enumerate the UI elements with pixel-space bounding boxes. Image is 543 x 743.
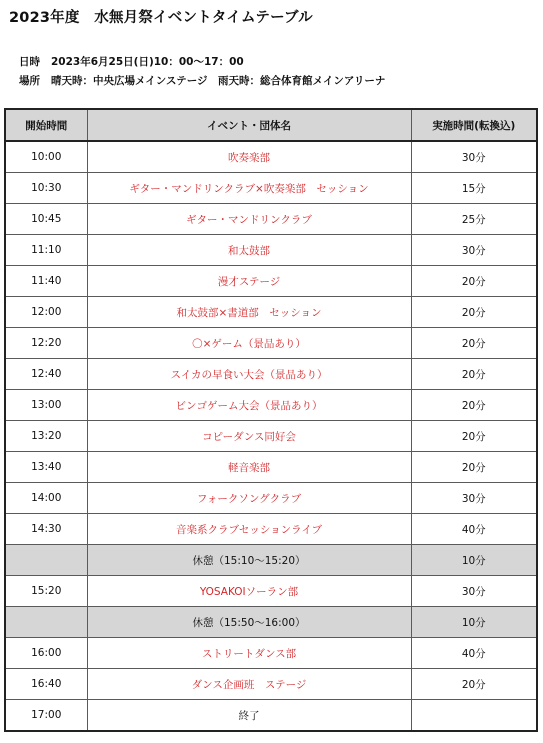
table-header-row <box>5 109 537 141</box>
event-name-cell: ギター・マンドリンクラブ <box>87 204 411 235</box>
event-name-cell: スイカの早食い大会（景品あり） <box>87 359 411 390</box>
table-row <box>5 638 537 669</box>
start-time-cell: 13:00 <box>5 390 87 421</box>
table-row <box>5 421 537 452</box>
header-start-time: 開始時間 <box>5 109 87 141</box>
event-name-cell: 休憩（15:10～15:20） <box>87 545 411 576</box>
start-time-cell: 17:00 <box>5 700 87 732</box>
duration-cell: 30分 <box>411 576 537 607</box>
start-time-cell: 13:40 <box>5 452 87 483</box>
event-name-cell: 和太鼓部×書道部 セッション <box>87 297 411 328</box>
start-time-cell: 10:00 <box>5 141 87 173</box>
event-name-cell: 軽音楽部 <box>87 452 411 483</box>
start-time-cell: 16:00 <box>5 638 87 669</box>
end-row <box>5 700 537 732</box>
event-date-line <box>19 54 244 69</box>
break-row <box>5 545 537 576</box>
event-name-cell: 休憩（15:50～16:00） <box>87 607 411 638</box>
table-row <box>5 452 537 483</box>
start-time-cell: 12:40 <box>5 359 87 390</box>
place-label: 場所 <box>19 75 40 87</box>
duration-cell: 20分 <box>411 390 537 421</box>
event-name-cell: コピーダンス同好会 <box>87 421 411 452</box>
start-time-cell: 10:30 <box>5 173 87 204</box>
timetable <box>4 108 538 732</box>
start-time-cell: 13:20 <box>5 421 87 452</box>
start-time-cell: 11:10 <box>5 235 87 266</box>
event-name-cell: フォークソングクラブ <box>87 483 411 514</box>
duration-cell: 25分 <box>411 204 537 235</box>
table-row <box>5 359 537 390</box>
event-name-cell: ダンス企画班 ステージ <box>87 669 411 700</box>
table-row <box>5 173 537 204</box>
duration-cell: 15分 <box>411 173 537 204</box>
duration-cell: 20分 <box>411 359 537 390</box>
date-label: 日時 <box>19 56 40 68</box>
event-name-cell: YOSAKOIソーラン部 <box>87 576 411 607</box>
break-row <box>5 607 537 638</box>
event-name-cell: ビンゴゲーム大会（景品あり） <box>87 390 411 421</box>
event-name-cell: 〇×ゲーム（景品あり） <box>87 328 411 359</box>
start-time-cell: 14:30 <box>5 514 87 545</box>
start-time-cell: 12:20 <box>5 328 87 359</box>
table-row <box>5 141 537 173</box>
duration-cell: 40分 <box>411 514 537 545</box>
event-name-cell: ストリートダンス部 <box>87 638 411 669</box>
event-name-cell: 漫才ステージ <box>87 266 411 297</box>
start-time-cell: 12:00 <box>5 297 87 328</box>
start-time-cell: 14:00 <box>5 483 87 514</box>
table-row <box>5 204 537 235</box>
duration-cell: 20分 <box>411 669 537 700</box>
duration-cell: 40分 <box>411 638 537 669</box>
event-name-cell: 和太鼓部 <box>87 235 411 266</box>
table-row <box>5 514 537 545</box>
event-name-cell: 音楽系クラブセッションライブ <box>87 514 411 545</box>
duration-cell: 20分 <box>411 421 537 452</box>
start-time-cell: 11:40 <box>5 266 87 297</box>
table-row <box>5 669 537 700</box>
header-duration: 実施時間(転換込) <box>411 109 537 141</box>
event-name-cell: ギター・マンドリンクラブ×吹奏楽部 セッション <box>87 173 411 204</box>
duration-cell: 30分 <box>411 235 537 266</box>
duration-cell: 30分 <box>411 141 537 173</box>
table-row <box>5 390 537 421</box>
place-value: 晴天時：中央広場メインステージ 雨天時：総合体育館メインアリーナ <box>51 75 386 87</box>
table-row <box>5 328 537 359</box>
start-time-cell: 15:20 <box>5 576 87 607</box>
table-row <box>5 576 537 607</box>
date-value: 2023年6月25日(日)10：00～17：00 <box>51 56 244 68</box>
table-row <box>5 483 537 514</box>
start-time-cell <box>5 607 87 638</box>
start-time-cell: 10:45 <box>5 204 87 235</box>
duration-cell: 20分 <box>411 328 537 359</box>
start-time-cell: 16:40 <box>5 669 87 700</box>
event-name-cell: 吹奏楽部 <box>87 141 411 173</box>
duration-cell: 20分 <box>411 266 537 297</box>
duration-cell: 10分 <box>411 607 537 638</box>
duration-cell <box>411 700 537 732</box>
table-row <box>5 297 537 328</box>
event-place-line <box>19 73 385 88</box>
duration-cell: 20分 <box>411 452 537 483</box>
duration-cell: 10分 <box>411 545 537 576</box>
duration-cell: 30分 <box>411 483 537 514</box>
table-row <box>5 235 537 266</box>
page-title: 2023年度 水無月祭イベントタイムテーブル <box>9 10 313 26</box>
table-row <box>5 266 537 297</box>
start-time-cell <box>5 545 87 576</box>
event-name-cell: 終了 <box>87 700 411 732</box>
duration-cell: 20分 <box>411 297 537 328</box>
header-event-name: イベント・団体名 <box>87 109 411 141</box>
